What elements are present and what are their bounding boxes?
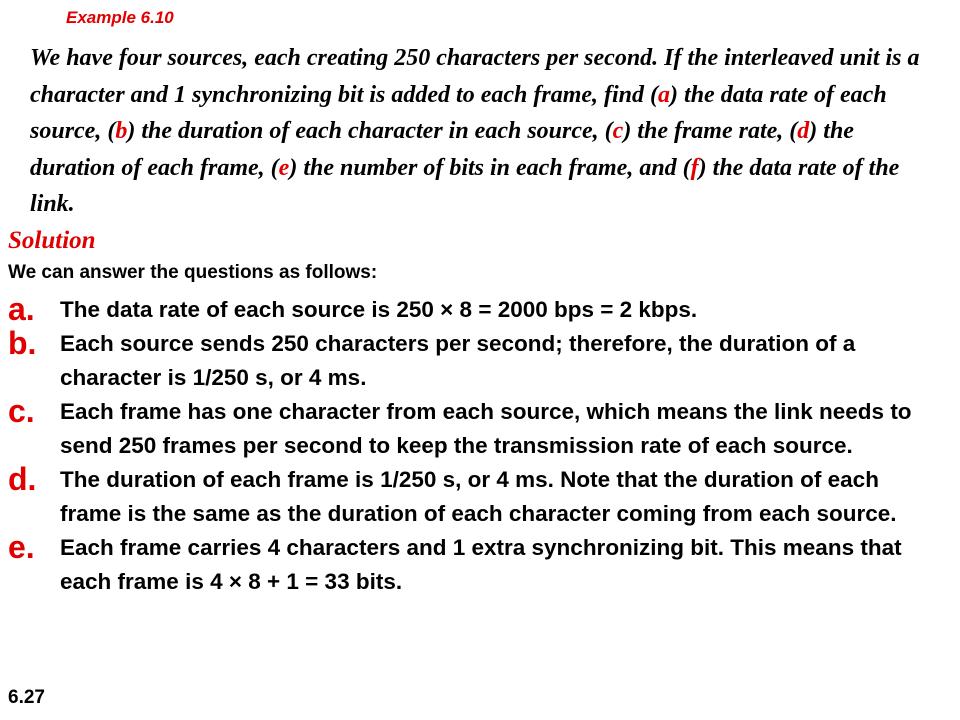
answer-list — [8, 293, 938, 599]
answer-text: The data rate of each source is 250 × 8 = 2000 bps = 2 kbps. — [60, 297, 698, 322]
answer-text: Each frame carries 4 characters and 1 extra synchronizing bit. This means that each frame is 4 × 8 + 1 = 33 bits. — [60, 535, 902, 594]
problem-text: ) the data rate of each source, ( — [30, 81, 887, 144]
problem-statement — [30, 40, 940, 223]
problem-text: ) the duration of each character in each source, ( — [127, 118, 613, 144]
answer-text: The duration of each frame is 1/250 s, or 4 ms. Note that the duration of each frame is the same as the duration of each character coming from each source. — [60, 467, 897, 526]
problem-text: We have four sources, each creating 250 characters per second. If the interleaved unit is a character and 1 synchronizing bit is added to each frame, find ( — [30, 45, 920, 108]
page-number: 6.27 — [8, 687, 45, 708]
list-marker: a. — [8, 291, 35, 327]
problem-text: ) the data rate of the link. — [30, 154, 900, 217]
problem-text: ) the number of bits in each frame, and ( — [289, 154, 691, 181]
part-letter-f: f — [690, 154, 699, 181]
answer-item-e — [8, 531, 938, 599]
problem-text: ) the frame rate, ( — [623, 118, 798, 144]
part-letter-b: b — [115, 118, 128, 144]
part-letter-c: c — [612, 118, 624, 144]
part-letter-a: a — [658, 81, 671, 108]
answer-item-b — [8, 327, 938, 395]
list-marker: c. — [8, 393, 35, 429]
answer-item-a — [8, 293, 938, 327]
answer-text: Each frame has one character from each source, which means the link needs to send 250 frames per second to keep the transmission rate of each source. — [60, 399, 912, 458]
solution-intro: We can answer the questions as follows: — [8, 262, 378, 283]
answer-item-c — [8, 395, 938, 463]
part-letter-e: e — [278, 154, 290, 181]
solution-heading: Solution — [8, 227, 96, 254]
answer-item-d — [8, 463, 938, 531]
problem-text: ) the duration of each frame, ( — [30, 118, 854, 181]
list-marker: d. — [8, 461, 37, 497]
answer-text: Each source sends 250 characters per second; therefore, the duration of a character is 1/250 s, or 4 ms. — [60, 331, 856, 390]
list-marker: b. — [8, 325, 37, 361]
list-marker: e. — [8, 529, 35, 565]
example-title: Example 6.10 — [66, 8, 174, 27]
part-letter-d: d — [797, 118, 810, 144]
